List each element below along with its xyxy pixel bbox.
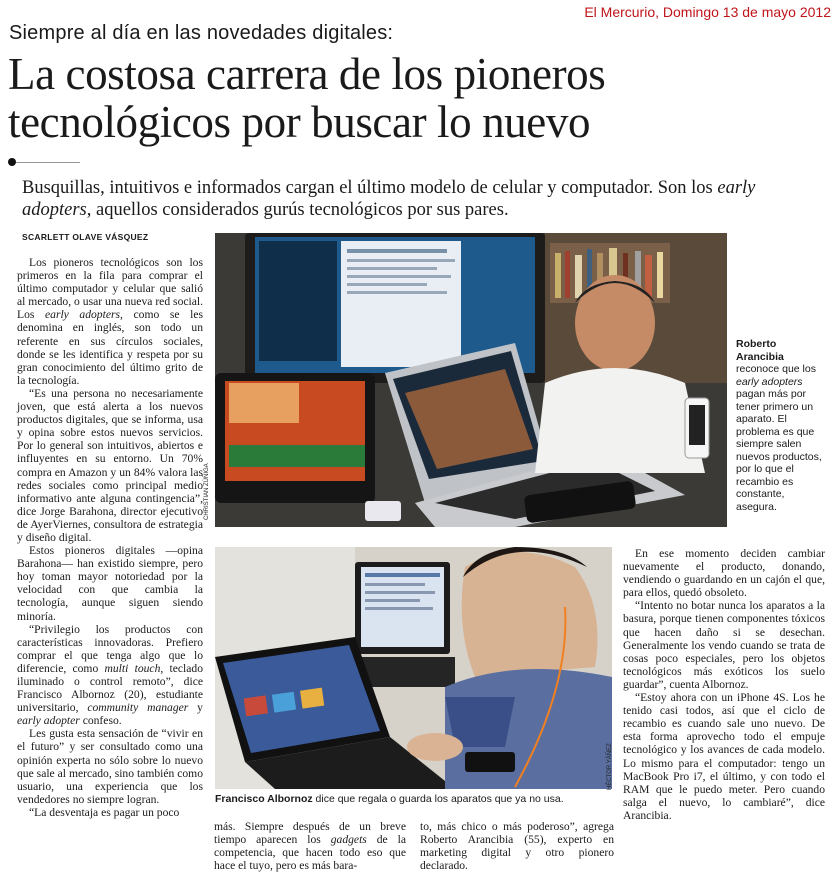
- rule-line: [16, 162, 80, 163]
- paragraph: [17, 623, 203, 728]
- photo-illustration: [215, 233, 727, 527]
- deck-text-2: , aquellos considerados gurús tecnológicos por sus pares.: [86, 200, 509, 220]
- article-column-3: [420, 820, 614, 872]
- text: más. Siempre después de un breve tiempo aparecen los: [214, 820, 406, 847]
- deck-emphasis: early adopters: [22, 178, 756, 220]
- paragraph: “Es una persona no necesariamente joven, que está alerta a los nuevos productos digitales, que se informa, usa y opina sobre estos nuevos servicios. Por lo general son intuitivos, abiertos e influyentes en su entorno. Un 70% compra en Amazon y un 84% valora las redes sociales como principal medio informativo ante alguna contingencia”, dice Jorge Barahona, director ejecutivo de AyerViernes, consultora de estrategia y diseño digital.: [17, 386, 203, 544]
- byline: SCARLETT OLAVE VÁSQUEZ: [22, 232, 149, 242]
- masthead: El Mercurio, Domingo 13 de mayo 2012: [584, 4, 831, 20]
- text: , como se les denomina en inglés, son todo un referente en sus círculos sociales, donde se les identifica y respeta por su gran conocimiento del último grito de la tecnología.: [17, 308, 203, 387]
- emphasis: early adopters: [45, 308, 120, 322]
- paragraph: Estos pioneros digitales —opina Barahona— han existido siempre, pero hoy toman mayor notoriedad por la velocidad con que cambia la tecnología, aunque siguen siendo minoría.: [17, 544, 203, 623]
- deck: [22, 177, 812, 221]
- caption-text: reconoce que los: [736, 363, 816, 375]
- article-column-1: [17, 256, 203, 819]
- text: confeso.: [79, 714, 122, 728]
- paragraph: “La desventaja es pagar un poco: [29, 805, 180, 819]
- paragraph: “Estoy ahora con un iPhone 4S. Los he tenido casi todos, así que el ciclo de recambio es cuando sale uno nuevo. De esta forma aprovecho todo el empuje tecnológico y los avances de cada modelo. Lo mismo para el computador: tengo un MacBook Pro i7, el último, y con todo el RAM que le puedo meter. Pero cuando salga el nuevo, lo cambiaré”, dice Arancibia.: [623, 691, 825, 822]
- kicker: Siempre al día en las novedades digitales:: [9, 22, 394, 44]
- paragraph: En ese momento deciden cambiar nuevamente el producto, donando, vendiendo o guardando en un cajón el que, para ellos, quedó obsoleto.: [623, 547, 825, 600]
- paragraph: [17, 256, 203, 387]
- paragraph: to, más chico o más poderoso”, agrega Roberto Arancibia (55), experto en marketing digital y otro pionero declarado.: [420, 820, 614, 873]
- photo-caption-2: [215, 793, 615, 805]
- text: “Privilegio los productos con características innovadoras. Prefiero comprar el que tenga algo que lo diferencie, como: [17, 622, 203, 675]
- emphasis: early adopter: [17, 714, 80, 728]
- emphasis: community manager: [87, 701, 189, 715]
- photo-francisco-albornoz: [215, 547, 612, 789]
- article-column-4: [623, 547, 825, 822]
- text: , teclado iluminado o control remoto”, dice Francisco Albornoz (20), estudiante universitario,: [17, 661, 204, 715]
- deck-text-1: Busquillas, intuitivos e informados cargan el último modelo de celular y computador. Son los: [22, 178, 718, 198]
- photo-caption-1: [736, 338, 826, 513]
- caption-text: pagan más por tener primero un aparato. El problema es que siempre salen nuevos productos, por lo que el recambio es constante, asegura.: [736, 388, 822, 513]
- text: Los pioneros tecnológicos son los primeros en la fila para comprar el último computador y celular que salió al mercado, o usar una nueva red social. Los: [17, 256, 203, 322]
- article-column-2: [214, 820, 406, 872]
- photo-illustration: [215, 547, 612, 789]
- rule-dot: [8, 158, 16, 166]
- paragraph: Les gusta esta sensación de “vivir en el futuro” y ser consultado como una opinión experta no sólo sobre lo nuevo que sale al mercado, sino también como usuario, una experiencia que los vendedores no siempre logran.: [17, 727, 203, 806]
- paragraph: [214, 820, 406, 872]
- photo-credit-2: HÉCTOR YÁÑEZ: [607, 743, 613, 790]
- photo-roberto-arancibia: [215, 233, 727, 527]
- caption-name: Roberto Arancibia: [736, 338, 784, 363]
- caption-name: Francisco Albornoz: [215, 793, 313, 805]
- emphasis: multi touch: [104, 661, 161, 675]
- headline: La costosa carrera de los pioneros tecnológicos por buscar lo nuevo: [8, 49, 606, 147]
- emphasis: gadgets: [330, 833, 367, 847]
- caption-text: dice que regala o guarda los aparatos que ya no usa.: [312, 793, 564, 805]
- text: y: [188, 701, 203, 715]
- photo-credit-1: CHRISTIAN ZÚÑIGA: [204, 463, 210, 520]
- caption-emphasis: early adopters: [736, 375, 803, 388]
- paragraph: “Intento no botar nunca los aparatos a la basura, porque tienen componentes tóxicos que hacen daño si se desechan. Generalmente los vendo cuando se trata de cosas poco especiales, pero los objetos tecnológicos más exóticos los suelo guardar”, cuenta Albornoz.: [623, 599, 825, 691]
- text: de la competencia, que hacen todo eso que hace el tuyo, pero es más bara-: [214, 833, 407, 873]
